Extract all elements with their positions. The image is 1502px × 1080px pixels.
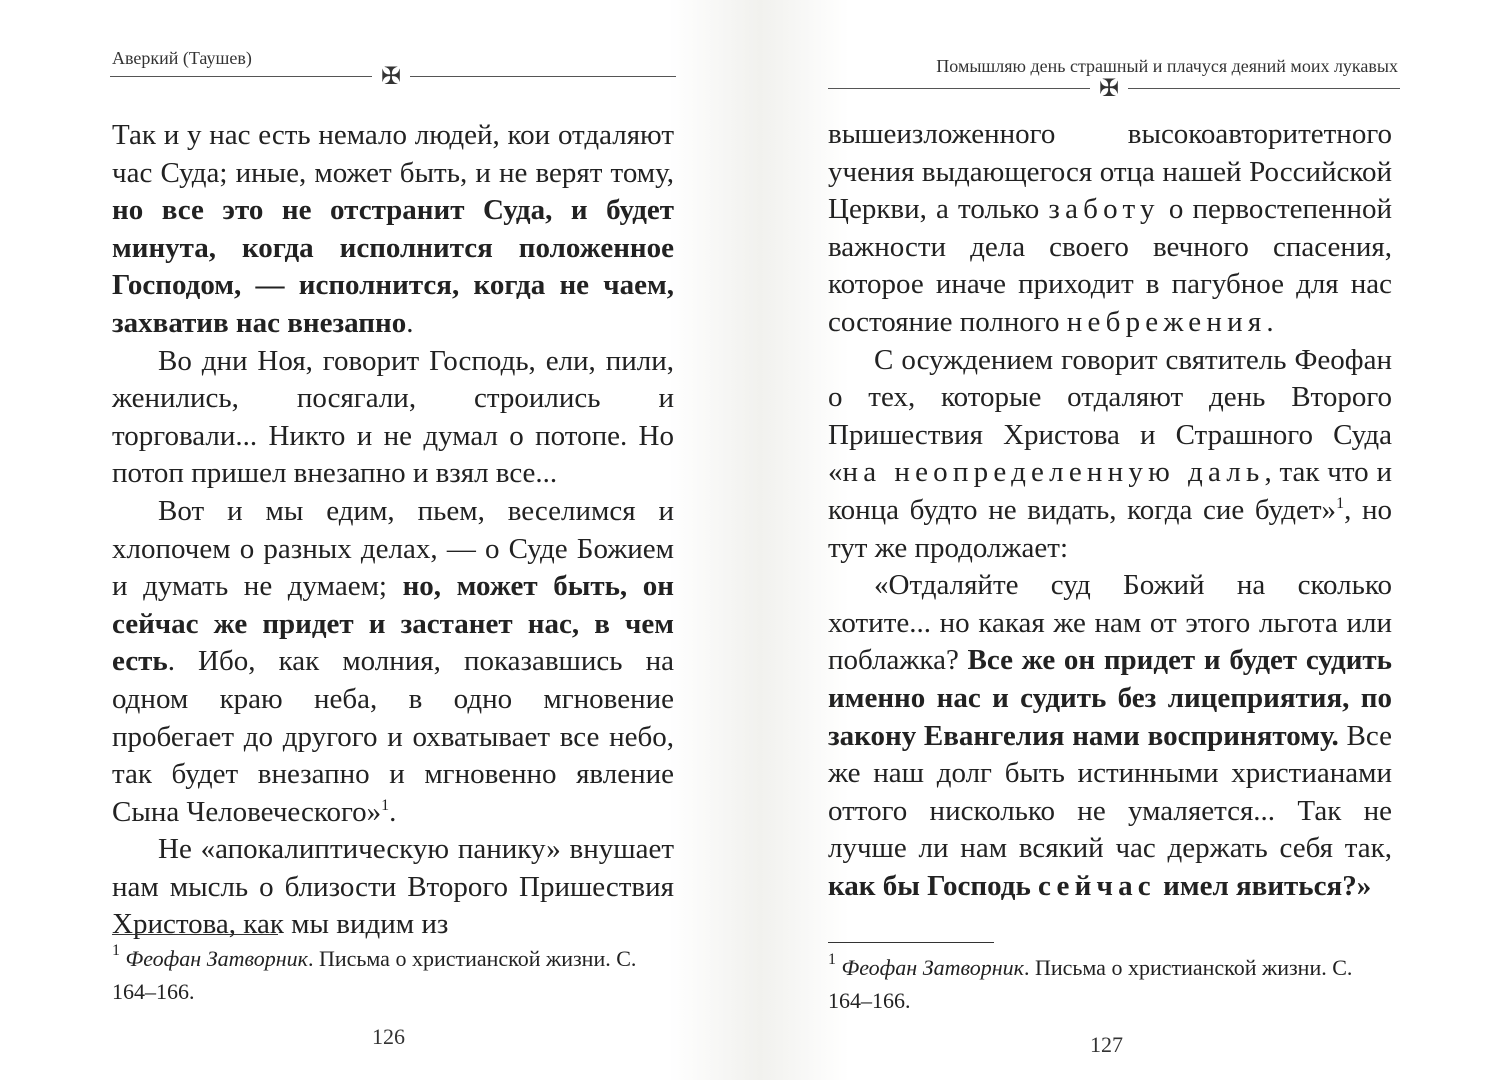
- bold-text-run: сейчас: [1038, 869, 1156, 902]
- header-rule-left: [828, 88, 1090, 89]
- running-head: Помышляю день страшный и плачуся деяний моих лукавых: [936, 56, 1398, 76]
- footnote-marker: 1: [828, 951, 836, 968]
- text-run: о первостепенной важности дела своего вечного спасения, которое иначе приходит в пагубное для нас состояние полного: [828, 193, 1392, 338]
- text-run: вышеизложенного высокоавторитетного учения выдающегося отца нашей Российской Церкви, а только: [828, 118, 1392, 226]
- footnote-rule: [112, 934, 278, 935]
- text-run: Не «апокалиптическую панику» внушает нам мысль о близости Второго Пришествия Христова, как мы видим из: [112, 833, 674, 941]
- paragraph: [112, 493, 674, 831]
- text-run: .: [406, 306, 414, 339]
- footnote-marker: 1: [112, 942, 120, 959]
- footnote-text: . Письма о христианской жизни. С. 164–166.: [828, 955, 1353, 1013]
- text-run: С осуждением говорит святитель Феофан о тех, которые отдаляют день Второго Пришествия Христова и Страшного Суда «: [828, 343, 1392, 489]
- text-run: , но тут же продолжает:: [828, 493, 1392, 564]
- bold-text-run: но все это не отстранит Суда, и будет минута, когда исполнится положенное Господом, — исполнится, когда не чаем, захватив нас внезапно: [112, 194, 674, 339]
- header-rule-right: [410, 76, 676, 77]
- text-run: Так и у нас есть немало людей, кои отдаляют час Суда; иные, может быть, и не верят тому,: [112, 119, 674, 189]
- text-run: Во дни Ноя, говорит Господь, ели, пили, женились, посягали, строились и торговали... Никто и не думал о потопе. Но потоп пришел внезапно и взял все...: [112, 344, 674, 490]
- body-text: [112, 117, 674, 944]
- paragraph: [828, 116, 1392, 342]
- cross-ornament-icon: ✠: [1098, 76, 1120, 102]
- body-text: [828, 116, 1392, 905]
- text-run: заботу: [1048, 193, 1160, 226]
- text-run: .: [389, 795, 397, 828]
- bold-text-run: как бы Господь: [828, 869, 1039, 902]
- bold-text-run: имел явиться?»: [1155, 869, 1372, 902]
- header-rule-left: [110, 76, 372, 77]
- text-run: «Отдаляйте суд Божий на сколько хотите... но какая же нам от этого льгота или поблажка?: [828, 569, 1392, 677]
- text-run: .: [1266, 305, 1274, 338]
- bold-text-run: Все же он придет и будет судить именно нас и судить без лицеприятия, по закону Евангелия нами воспринятому.: [828, 644, 1393, 752]
- cross-ornament-icon: ✠: [380, 64, 402, 90]
- footnote-text: . Письма о христианской жизни. С. 164–166.: [112, 946, 637, 1004]
- right-page: [760, 0, 1502, 1080]
- text-run: Все же наш долг быть истинными христианами оттого нисколько не умаляется... Так не лучше ли нам всякий час держать себя так,: [828, 719, 1392, 865]
- text-run: , так что и конца будто не видать, когда сие будет»: [828, 456, 1392, 526]
- paragraph: [828, 342, 1392, 568]
- paragraph: [112, 343, 674, 493]
- footnote-ref: 1: [381, 796, 390, 814]
- text-run: на неопределенную даль: [842, 456, 1265, 489]
- footnote: [112, 942, 682, 1008]
- footnote-ref: 1: [1336, 494, 1345, 512]
- bold-text-run: но, может быть, он сейчас же придет и застанет нас, в чем есть: [112, 570, 674, 678]
- page-number: 126: [372, 1024, 405, 1049]
- page-number: 127: [1090, 1032, 1123, 1057]
- header-rule-right: [1128, 88, 1400, 89]
- footnote-author: Феофан Затворник: [125, 946, 308, 971]
- text-run: небрежения: [1066, 305, 1267, 338]
- text-run: . Ибо, как молния, показавшись на одном краю неба, в одно мгновение пробегает до другого и охватывает все небо, так будет внезапно и мгновенно явление Сына Человеческого»: [112, 645, 674, 828]
- footnote-author: Феофан Затворник: [841, 955, 1024, 980]
- paragraph: [828, 567, 1392, 905]
- paragraph: [112, 831, 674, 944]
- footnote-rule: [828, 942, 994, 943]
- footnote: [828, 951, 1398, 1017]
- paragraph: [112, 117, 674, 343]
- running-head: Аверкий (Таушев): [112, 48, 252, 68]
- text-run: Вот и мы едим, пьем, веселимся и хлопочем о разных делах, — о Суде Божием и думать не думаем;: [112, 494, 674, 603]
